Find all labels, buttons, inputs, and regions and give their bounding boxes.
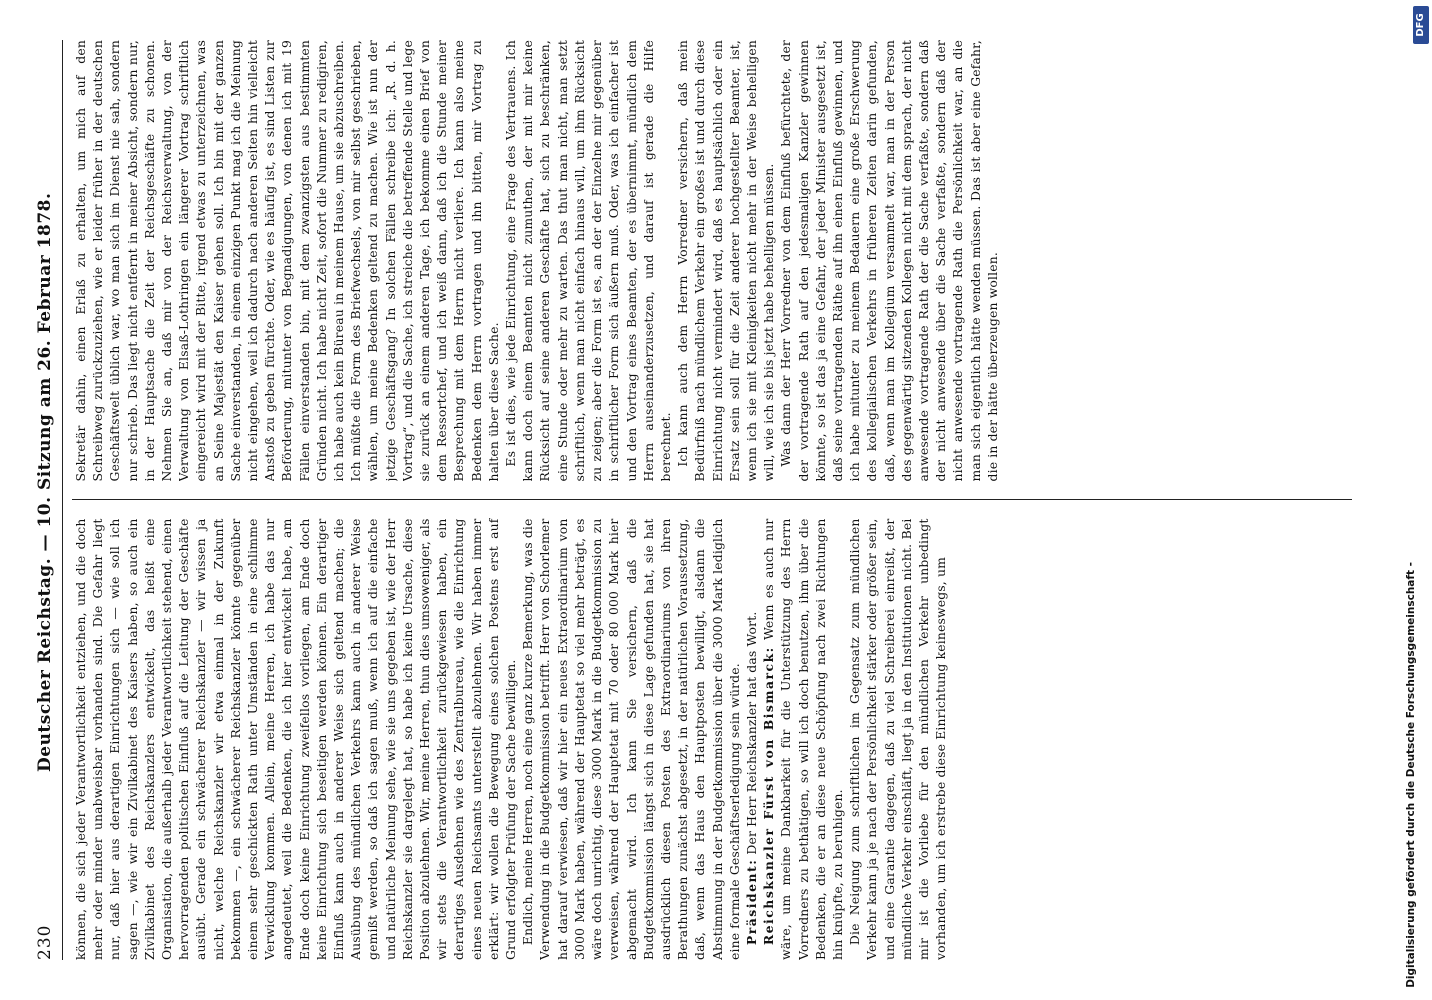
speaker-line [743,519,760,961]
paragraph: Sekretär dahin, einen Erlaß zu erhalten, um mich auf den Schreibweg zurückzuziehen, wie er leider früher in der deutschen Geschäftswelt üblich war, wo man sich im Dienst nie sah, sondern nur schrieb. Das liegt nicht entfernt in meiner Absicht, sondern nur, in der Hauptsache die Zeit der Reichsgeschäfte zu schonen. Nehmen Sie an, daß mir von der Reichsverwaltung, von der Verwaltung von Elsaß-Lothringen ein längerer Vortrag schriftlich eingereicht wird mit der Bitte, irgend etwas zu unterzeichnen, was an Seine Majestät den Kaiser gehen soll. Ich bin mit der ganzen Sache einverstanden, in einem einzigen Punkt mag ich die Meinung nicht eingehen, weil ich dadurch nach anderen Seiten hin vielleicht Anstoß zu geben fürchte. Oder, wie es häufig ist, es sind Listen zur Beförderung, mitunter von Begnadigungen, von denen ich mit 19 Fällen einverstanden bin, mit dem zwanzigsten aus bestimmten Gründen nicht. Ich habe nicht Zeit, sofort die Nummer zu redigiren, ich habe auch kein Büreau in meinem Hause, um sie abzuschreiben. Ich müßte die Form des Briefwechsels, von mir selbst geschrieben, wählen, um meine Bedenken geltend zu machen. Wie ist nun der jetzige Geschäftsgang? In solchen Fällen schreibe ich: „R. d. h. Vortrag“, und die Sache, ich streiche die betreffende Stelle und lege sie zurück an einem anderen Tage, ich bekomme einen Brief von dem Ressortchef, und ich weiß dann, daß ich die Stunde meiner Besprechung mit dem Herrn nicht verliere. Ich kann also meine Bedenken dem Herrn vortragen und ihn bitten, mir Vortrag zu halten über diese Sache. [73,40,501,482]
speech-text: Wenn es auch nur wäre, um meine Dankbarkeit für die Unterstützung des Herrn Vorredners zu bethätigen, so will ich doch benutzen, ihm über die Bedenken, die er an diese neue Schöpfung nach zwei Richtungen hin knüpfte, zu beruhigen. [761,518,845,960]
paragraph: Die Neigung zum schriftlichen im Gegensatz zum mündlichen Verkehr kann ja je nach der Persönlichkeit stärker oder größer sein, und eine Garantie dagegen, daß zu viel Schreiberei einreißt, der mündliche Verkehr einschläft, liegt ja in den Institutionen nicht. Bei mir ist die Vorliebe für den mündlichen Verkehr unbedingt vorhanden, um ich erstrebe diese Einrichtung keineswegs, um [847,518,949,960]
speaker-name: Reichskanzler Fürst von Bismarck: [761,646,777,946]
page-header [28,40,63,960]
paragraph: können, die sich jeder Verantwortlichkeit entziehen, und die doch mehr oder minder unabweisbar vorhanden sind. Die Gefahr liegt nur, daß hier aus derartigen Einrichtungen sich — wie soll ich sagen —, wie wir ein Zivilkabinet des Kaisers haben, so auch ein Zivilkabinet des Reichskanzlers entwickelt, das heißt eine Organisation, die außerhalb jeder Verantwortlichkeit stehend, einen hervorragenden politischen Einfluß auf die Leitung der Geschäfte ausübt. Gerade ein schwächerer Reichskanzler — wir wissen ja nicht, welche Reichskanzler wir etwa einmal in der Zukunft bekommen —, ein schwächerer Reichskanzler könnte gegenüber einem sehr geschickten Rath unter Umständen in eine schlimme Verwicklung kommen. Allein, meine Herren, ich habe das nur angedeutet, weil die Bedenken, die ich hier entwickelt habe, am Ende doch keine Einrichtung zweifellos vorliegen, am Ende doch keine Einrichtung sich beseitigen werden können. Ein derartiger Einfluß kann auch in anderer Weise sich geltend machen; die Ausübung des mündlichen Verkehrs kann auch in anderer Weise gemißt werden, so daß ich sagen muß, wenn ich auf die einfache und natürliche Meinung sehe, wie sie uns gegeben ist, wie der Herr Reichskanzler sie dargelegt hat, so habe ich keine Ursache, diese Position abzulehnen. Wir, meine Herren, thun dies umsoweniger, als wir stets die Verantwortlichkeit zurückgewiesen haben, ein derartiges Ausdehnen wie des Zentralbureau, wie die Einrichtung eines neuen Reichsamts unterstellt abzulehnen. Wir haben immer erklärt: wir wollen die Bewegung eines solchen Postens erst auf Grund erfolgter Prüfung der Sache bewilligen. [73,518,519,960]
text-columns [72,40,1352,960]
dfg-logo [1413,6,1429,44]
digitization-credit-bar [1404,0,1432,1000]
speaker-paragraph [760,519,846,961]
page-number: 230 [35,924,55,960]
speaker-name: Präsident: [743,858,759,946]
digitization-credit: Digitalisierung gefördert durch die Deutsche Forschungsgemeinschaft - [1405,562,1417,988]
paragraph: Was dann der Herr Vorredner von dem Einfluß befürchtete, der der vortragende Rath auf den jedesmaligen Kanzler gewinnen könnte, so ist das ja eine Gefahr, der jeder Minister ausgesetzt ist, daß seine vortragenden Räthe auf ihn einen Einfluß gewinnen, und ich habe mitunter zu meinem Bedauern eine große Erschwerung des kollegialischen Verkehrs in früheren Zeiten darin gefunden, daß, wenn man im Kollegium versammelt war, man in der Person des gegenwärtig sitzenden Kollegen nicht mit dem sprach, der nicht anwesende vortragende Rath der die Sache verfaßte, sondern daß der nicht anwesende über die Sache verfaßte, sondern daß der nicht anwesende vortragende Rath die Persönlichkeit war, an die man sich eigentlich hätte wenden müssen. Das ist aber eine Gefahr, die in der hätte überzeugen wollen. [778,40,1000,482]
paragraph: Es ist dies, wie jede Einrichtung, eine Frage des Vertrauens. Ich kann doch einem Beamten nicht zumuthen, der mit mir keine Rücksicht auf seine anderen Geschäfte hat, sich zu beschränken, eine Stunde oder mehr zu warten. Das thut man nicht, man setzt schriftlich, wenn man nicht einfach hinaus will, um ihm Rücksicht zu zeigen; aber die Form ist es, an der der Einzelne mir gegenüber in schriftlicher Form sich äußern muß. Oder, was ich einfacher ist und den Vortrag eines Beamten, der es übernimmt, mündlich dem Herrn auseinanderzusetzen, und darauf ist gerade die Hilfe berechnet. [503,40,673,482]
right-column [72,40,1352,482]
left-column [72,519,1352,961]
dfg-logo-text: DFG [1415,13,1426,37]
paragraph: Ich kann auch dem Herrn Vorredner versichern, daß mein Bedürfniß nach mündlichem Verkehr ein großes ist und durch diese Einrichtung nicht vermindert wird, daß es hauptsächlich oder ein Ersatz sein soll für die Zeit anderer hochgestellter Beamter, ist, wenn ich sie mit Kleinigkeiten nicht mehr in der Weise behelligen will, wie ich sie bis jetzt habe behelligen müssen. [675,40,777,482]
page-title: Deutscher Reichstag. — 10. Sitzung am 26. Februar 1878. [35,192,55,772]
paragraph: Endlich, meine Herren, noch eine ganz kurze Bemerkung, was die Verwendung in die Budgetkommission betrifft. Herr von Schorlemer hat darauf verwiesen, daß wir hier ein neues Extraordinarium von 3000 Mark haben, während der Hauptetat so viel mehr beträgt, es wäre doch unrichtig, diese 3000 Mark in die Budgetkommission zu verweisen, während der Hauptetat mit 70 oder 80 000 Mark hier abgemacht wird. Ich kann Sie versichern, daß die Budgetkommission längst sich in diese Lage gefunden hat, sie hat ausdrücklich diesen Posten des Extraordinariums von ihren Berathungen zunächst abgesetzt, in der natürlichen Voraussetzung, daß, wenn das Haus den Hauptposten bewilligt, alsdann die Abstimmung in der Budgetkommission über die 3000 Mark lediglich eine formale Geschäftserledigung sein würde. [520,518,742,960]
speaker-text: Der Herr Reichskanzler hat das Wort. [743,611,759,855]
column-divider [72,500,1352,501]
